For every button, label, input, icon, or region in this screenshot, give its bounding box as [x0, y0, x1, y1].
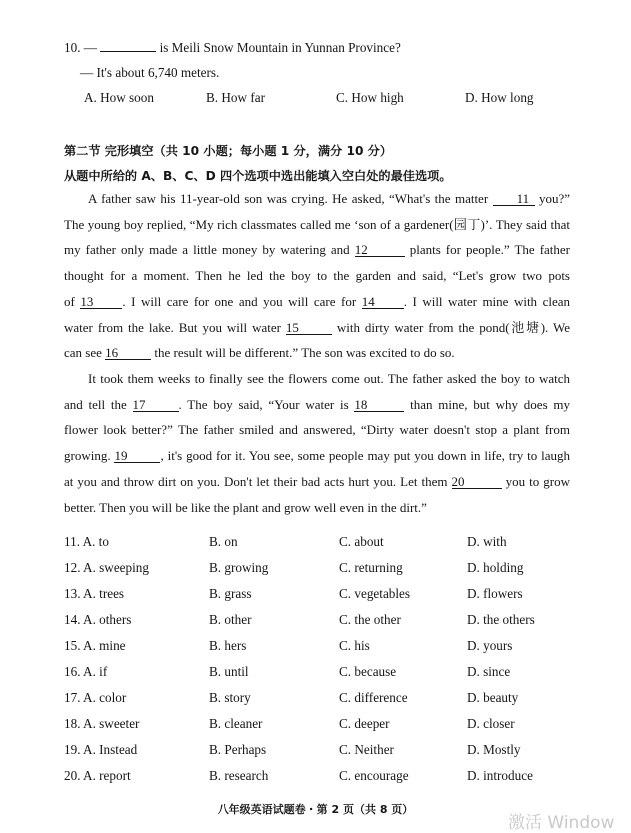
passage-line: It took them weeks to finally see the flowers come out. The father asked the boy to watch — [88, 371, 570, 386]
question-10-answer: — It's about 6,740 meters. — [80, 65, 220, 80]
option-d: D. flowers — [467, 586, 523, 601]
option-d: D. introduce — [467, 768, 533, 783]
q10-option-c: C. How high — [336, 90, 404, 105]
option-b: B. research — [209, 768, 269, 783]
option-d: D. the others — [467, 612, 535, 627]
option-d: D. yours — [467, 638, 513, 653]
option-a: 18. A. sweeter — [64, 716, 140, 731]
option-c: C. about — [339, 534, 384, 549]
option-b: B. Perhaps — [209, 742, 267, 757]
passage-line: flower look better?” The father smiled and answered, “Dirty water doesn't stop a plant from — [64, 422, 570, 438]
option-b: B. hers — [209, 638, 247, 653]
passage-line: and tell the 17 . The boy said, “Your water is 18 than mine, but why does my — [64, 396, 570, 412]
option-b: B. on — [209, 534, 238, 549]
option-a: 16. A. if — [64, 664, 108, 679]
question-10-stem — [64, 39, 401, 56]
option-a: 12. A. sweeping — [64, 560, 149, 575]
option-a: 20. A. report — [64, 768, 131, 783]
blank-16: 16 — [105, 346, 151, 360]
question-10-blank — [100, 39, 156, 52]
option-c: C. deeper — [339, 716, 390, 731]
option-a: 14. A. others — [64, 612, 132, 627]
blank-19: 19 — [114, 449, 160, 463]
option-c: C. returning — [339, 560, 403, 575]
q10-option-a: A. How soon — [84, 90, 154, 105]
passage-line: A father saw his 11-year-old son was crying. He asked, “What's the matter 11 you?” — [88, 191, 570, 206]
option-c: C. Neither — [339, 742, 394, 757]
option-d: D. holding — [467, 560, 524, 575]
option-c: C. his — [339, 638, 370, 653]
passage-line: water from the lake. But you will water 15 with dirty water from the pond(池塘). We — [64, 319, 570, 335]
option-a: 13. A. trees — [64, 586, 125, 601]
section-title: 第二节 完形填空（共 10 小题；每小题 1 分，满分 10 分） — [64, 144, 393, 158]
option-a: 15. A. mine — [64, 638, 126, 653]
blank-11: 11 — [493, 192, 535, 206]
blank-20: 20 — [452, 475, 502, 489]
option-c: C. because — [339, 664, 397, 679]
option-a: 11. A. to — [64, 534, 109, 549]
activation-watermark: 激活 Window — [508, 813, 615, 833]
passage-line: my father only made a little money by watering and 12 plants for people.” The father — [64, 242, 571, 258]
option-d: D. Mostly — [467, 742, 521, 757]
passage-paragraph-1 — [64, 186, 570, 366]
passage-paragraph-2 — [64, 366, 570, 520]
passage-line: thought for a moment. Then he led the boy to the garden and said, “Let's grow two pots — [64, 268, 570, 284]
option-b: B. growing — [209, 560, 269, 575]
option-d: D. closer — [467, 716, 515, 731]
page-footer: 八年级英语试题卷・第 2 页（共 8 页） — [217, 803, 414, 816]
passage-line: better. Then you will be like the plant and grow well even in the dirt.” — [64, 499, 427, 515]
blank-13: 13 — [80, 295, 122, 309]
option-b: B. other — [209, 612, 252, 627]
blank-15: 15 — [286, 321, 332, 335]
blank-12: 12 — [355, 243, 405, 257]
option-a: 17. A. color — [64, 690, 127, 705]
blank-17: 17 — [133, 398, 179, 412]
question-10-text: is Meili Snow Mountain in Yunnan Province? — [159, 40, 401, 55]
passage-line: The young boy replied, “My rich classmates called me ‘son of a gardener(园丁)’. They said that — [64, 216, 570, 232]
option-b: B. grass — [209, 586, 252, 601]
passage-line: can see 16 the result will be different.” The son was excited to do so. — [64, 345, 455, 361]
option-d: D. with — [467, 534, 507, 549]
blank-14: 14 — [362, 295, 404, 309]
option-c: C. the other — [339, 612, 401, 627]
option-b: B. cleaner — [209, 716, 263, 731]
passage-line: at you and throw dirt on you. Don't let their bad acts hurt you. Let them 20 you to grow — [64, 473, 570, 489]
option-c: C. encourage — [339, 768, 409, 783]
section-instruction: 从题中所给的 A、B、C、D 四个选项中选出能填入空白处的最佳选项。 — [64, 169, 452, 183]
option-c: C. difference — [339, 690, 408, 705]
passage-line: of 13 . I will care for one and you will care for 14 . I will water mine with clean — [64, 293, 570, 309]
option-b: B. until — [209, 664, 249, 679]
option-c: C. vegetables — [339, 586, 411, 601]
question-10-number: 10. — — [64, 40, 97, 55]
option-b: B. story — [209, 690, 251, 705]
q10-option-b: B. How far — [206, 90, 265, 105]
option-d: D. beauty — [467, 690, 519, 705]
option-d: D. since — [467, 664, 511, 679]
passage-line: growing. 19 , it's good for it. You see, some people may put you down in life, try to laugh — [64, 448, 570, 464]
q10-option-d: D. How long — [465, 90, 534, 105]
option-a: 19. A. Instead — [64, 742, 138, 757]
blank-18: 18 — [354, 398, 404, 412]
